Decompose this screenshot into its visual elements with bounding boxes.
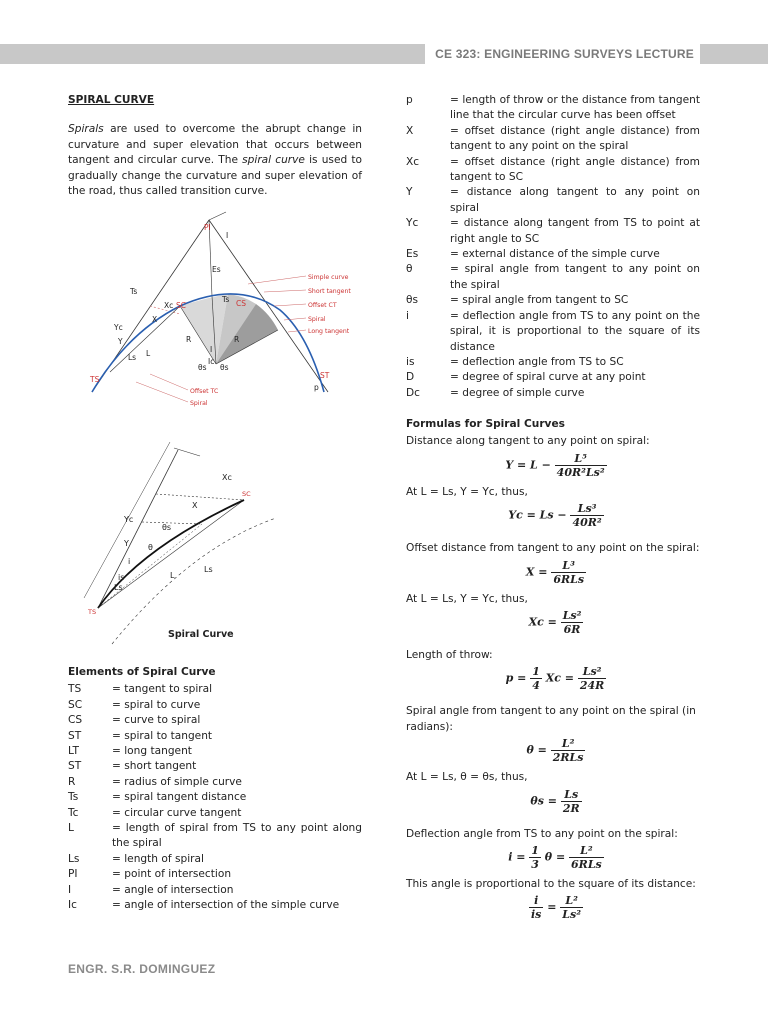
fraction: [551, 737, 586, 764]
numerator: i: [529, 894, 543, 908]
element-symbol: ST: [68, 760, 82, 773]
element-definition: = radius of simple curve: [112, 775, 242, 788]
element-definition: = length of spiral from TS to any point along the spiral: [112, 822, 362, 850]
variable-row: [406, 247, 700, 262]
variable-symbol: Y: [406, 186, 413, 199]
variable-row: [406, 124, 700, 155]
fig1-label-p: p: [314, 383, 319, 392]
numerator: 1: [531, 844, 539, 858]
formula-xc: [406, 609, 706, 636]
formula-lhs: Y = L −: [505, 458, 551, 472]
variable-symbol: Yc: [406, 217, 419, 230]
element-definition: = long tangent: [112, 745, 192, 758]
formula-text-3: Offset distance from tangent to any point on the spiral:: [406, 542, 700, 555]
variable-symbol: Xc: [406, 155, 420, 168]
element-row: [68, 852, 362, 867]
element-row: [68, 775, 362, 790]
elements-rows: [68, 682, 362, 913]
denominator: 2RLs: [552, 751, 584, 765]
formula-lhs: θs =: [530, 794, 557, 808]
fraction: [530, 665, 542, 692]
variable-definition: = degree of spiral curve at any point: [450, 371, 646, 384]
fraction: [529, 894, 543, 921]
legend-simple-curve: Simple curve: [308, 274, 349, 281]
element-row: [68, 883, 362, 898]
denominator: is: [530, 908, 542, 922]
elements-title: Elements of Spiral Curve: [68, 666, 216, 678]
formula-p: [406, 665, 706, 692]
fig1-label-cs: CS: [236, 299, 246, 308]
fig1-label-x: X: [152, 315, 158, 324]
denominator: 2R: [562, 801, 580, 815]
variable-row: [406, 262, 700, 293]
variable-definition: = offset distance (right angle distance) from tangent to any point on the spiral: [450, 124, 700, 153]
element-row: [68, 759, 362, 774]
numerator: L³: [551, 559, 586, 573]
fig1-label-ls: Ls: [128, 353, 137, 362]
variable-symbol: is: [406, 355, 415, 368]
intro-paragraph: [68, 122, 362, 199]
fig1-label-l: L: [146, 349, 151, 358]
formula-text-4: At L = Ls, Y = Yc, thus,: [406, 592, 528, 605]
legend-leader: [274, 304, 306, 306]
element-row: [68, 698, 362, 713]
fig1-label-pi: PI: [204, 223, 211, 232]
variable-row: [406, 155, 700, 186]
element-symbol: LT: [68, 745, 79, 758]
formulas-title: Formulas for Spiral Curves: [406, 418, 565, 430]
legend-leader: [248, 276, 306, 284]
element-definition: = circular curve tangent: [112, 806, 242, 819]
header-title: CE 323: ENGINEERING SURVEYS LECTURE: [425, 44, 700, 64]
intro-section: [68, 93, 362, 199]
formula-lhs: X =: [525, 565, 548, 579]
formula-lhs: p =: [505, 671, 527, 685]
denominator: 40R²Ls²: [556, 465, 605, 479]
fraction: [570, 502, 603, 529]
fig2-label-ls: Ls: [204, 565, 213, 574]
fraction: [561, 788, 582, 815]
element-row: [68, 821, 362, 852]
variable-definition: = length of throw or the distance from tangent line that the circular curve has been offset: [450, 94, 700, 122]
element-definition: = spiral to tangent: [112, 729, 213, 742]
element-row: [68, 867, 362, 882]
numerator: L²: [551, 737, 586, 751]
formula-text-1: Distance along tangent to any point on spiral:: [406, 435, 650, 448]
variable-symbol: θs: [406, 294, 419, 307]
figure-caption: Spiral Curve: [168, 629, 234, 640]
fraction: [569, 844, 604, 871]
variable-row: [406, 370, 700, 385]
offset-x-line: [142, 522, 202, 524]
fraction: [578, 665, 606, 692]
fig1-label-es: Es: [212, 265, 221, 274]
formula-i: [406, 844, 706, 871]
fig2-label-theta-s: θs: [162, 523, 172, 532]
fig1-label-r-right: R: [234, 335, 240, 344]
elements-list: [68, 665, 362, 914]
formula-mid: Xc =: [545, 671, 575, 685]
element-definition: = spiral to curve: [112, 698, 201, 711]
formula-theta: [406, 737, 706, 764]
formulas-section: [406, 417, 706, 927]
formula-mid: θ =: [544, 850, 566, 864]
element-symbol: L: [68, 822, 74, 835]
formula-ratio: [406, 894, 706, 921]
fraction: [560, 894, 583, 921]
legend-leader: [264, 290, 306, 292]
denominator: 6RLs: [571, 858, 602, 872]
legend-leader: [136, 382, 188, 402]
formula-text-9: This angle is proportional to the square of its distance:: [406, 878, 696, 891]
numerator: L²: [560, 894, 583, 908]
fig1-label-ts: Ts: [130, 287, 138, 296]
denominator: 4: [532, 679, 540, 693]
fig1-label-y: Y: [118, 337, 123, 346]
numerator: Ls²: [578, 665, 606, 679]
formula-x: [406, 559, 706, 586]
formula-lhs: θ =: [526, 743, 547, 757]
fraction: [561, 609, 584, 636]
variable-definition: = spiral angle from tangent to SC: [450, 294, 629, 307]
numerator: Ls: [561, 788, 582, 802]
element-definition: = short tangent: [112, 760, 197, 773]
element-row: [68, 898, 362, 913]
variable-definition: = distance along tangent to any point on spiral: [450, 186, 700, 214]
legend-short-tangent: Short tangent: [308, 288, 351, 295]
element-row: [68, 744, 362, 759]
variable-symbol: Es: [406, 248, 419, 261]
denominator: 6R: [563, 623, 581, 637]
fig2-label-is: is: [118, 573, 125, 582]
section-title: SPIRAL CURVE: [68, 94, 155, 106]
element-row: [68, 682, 362, 697]
numerator: L²: [569, 844, 604, 858]
fig1-label-theta-s-right: θs: [220, 363, 229, 372]
variable-definition: = distance along tangent from TS to point at right angle to SC: [450, 217, 700, 245]
numerator: Ls³: [570, 502, 603, 516]
formula-lhs: Yc = Ls −: [508, 508, 567, 522]
variable-definition: = external distance of the simple curve: [450, 248, 660, 261]
variable-row: [406, 216, 700, 247]
variable-definition: = deflection angle from TS to any point on the spiral, it is proportional to the square of its distance: [450, 309, 700, 353]
fig1-label-theta-s-left: θs: [198, 363, 207, 372]
variable-symbol: D: [406, 371, 415, 384]
element-definition: = curve to spiral: [112, 714, 201, 727]
fig2-label-ts: TS: [88, 608, 97, 616]
element-row: [68, 806, 362, 821]
footer-author: ENGR. S.R. DOMINGUEZ: [68, 962, 216, 976]
variable-definition: = offset distance (right angle distance) from tangent to SC: [450, 155, 700, 184]
denominator: Ls²: [562, 908, 582, 922]
element-symbol: TS: [68, 683, 82, 696]
fig2-label-l: L: [170, 571, 175, 580]
element-symbol: Ic: [68, 899, 77, 912]
variable-definition: = deflection angle from TS to SC: [450, 355, 624, 368]
offset-xc-line: [156, 494, 244, 500]
denominator: 24R: [579, 679, 605, 693]
fig2-label-yc: Yc: [124, 515, 134, 524]
variable-row: [406, 185, 700, 216]
variable-row: [406, 355, 700, 370]
intro-text-2: is used to gradually change the curvature and super elevation of the road, thus called transition curve.: [68, 154, 362, 198]
variable-row: [406, 386, 700, 401]
formula-lhs: Xc =: [528, 615, 557, 629]
element-definition: = tangent to spiral: [112, 683, 213, 696]
fig1-label-i: I: [226, 231, 229, 240]
numerator: Ls²: [562, 609, 582, 623]
fraction: [555, 452, 607, 479]
fig1-label-st-point: ST: [320, 371, 330, 380]
formula-text-7: At L = Ls, θ = θs, thus,: [406, 771, 528, 784]
fig1-label-xc: Xc: [164, 301, 174, 310]
variable-definition: = degree of simple curve: [450, 386, 585, 399]
fig1-label-r-left: R: [186, 335, 192, 344]
fig2-label-sc: SC: [242, 490, 251, 498]
variable-symbol: θ: [406, 263, 413, 276]
element-symbol: R: [68, 775, 76, 788]
element-definition: = length of spiral: [112, 852, 204, 865]
formula-text-6: Spiral angle from tangent to any point on the spiral (in radians):: [406, 705, 696, 733]
fig1-label-i-center: I: [210, 345, 213, 354]
element-symbol: Ls: [68, 852, 80, 865]
fig1-label-ts-2: Ts: [222, 295, 230, 304]
element-definition: = point of intersection: [112, 868, 232, 881]
fig2-label-x: X: [192, 501, 198, 510]
element-row: [68, 790, 362, 805]
spiral-curve-figure: [88, 214, 351, 410]
spiral-detail-figure: [70, 448, 280, 644]
legend-leader: [284, 318, 306, 320]
formula-yc: [406, 502, 706, 529]
element-row: [68, 713, 362, 728]
element-definition: = spiral tangent distance: [112, 791, 247, 804]
chord-line: [98, 524, 202, 608]
dimension-tick: [174, 448, 200, 456]
fraction: [529, 844, 541, 871]
variable-symbol: Dc: [406, 386, 420, 399]
fig1-label-yc: Yc: [114, 323, 123, 332]
legend-offset-tc: Offset TC: [190, 388, 219, 395]
variable-symbol: X: [406, 124, 414, 137]
legend-spiral-2: Spiral: [190, 400, 208, 407]
fig1-label-ic: Ic: [208, 357, 215, 366]
legend-leader: [150, 374, 188, 390]
fig2-label-xc: Xc: [222, 473, 232, 482]
formula-theta-s: [406, 788, 706, 815]
variable-symbol: p: [406, 94, 413, 106]
fig2-label-i: i: [128, 557, 131, 566]
intro-text-1: are used to overcome the abrupt change in curvature and super elevation that occurs between tangent and circular curve. The: [68, 123, 362, 167]
element-symbol: PI: [68, 868, 78, 881]
legend-long-tangent: Long tangent: [308, 328, 350, 335]
fig1-label-ts-point: TS: [90, 375, 100, 384]
numerator: 1: [532, 665, 540, 679]
formula-mid: =: [547, 900, 557, 914]
denominator: 6RLs: [553, 572, 585, 586]
legend-offset-ct: Offset CT: [308, 302, 337, 309]
intro-term-spiral-curve: spiral curve: [242, 154, 305, 167]
variable-symbol: i: [406, 309, 409, 322]
formula-text-8: Deflection angle from TS to any point on the spiral:: [406, 827, 678, 840]
formula-lhs: i =: [508, 850, 526, 864]
element-symbol: I: [68, 883, 72, 896]
variable-row: [406, 293, 700, 308]
angle-line: [209, 212, 226, 220]
fig2-label-ls-2: Ls: [114, 583, 123, 592]
formula-text-5: Length of throw:: [406, 649, 493, 662]
fig2-label-theta: θ: [148, 543, 153, 552]
fraction: [551, 559, 586, 586]
denominator: 40R²: [572, 516, 602, 530]
variable-definition: = spiral angle from tangent to any point on the spiral: [450, 263, 700, 291]
element-definition: = angle of intersection: [112, 883, 234, 896]
intro-term-spirals: Spirals: [68, 123, 104, 136]
variable-row: [406, 309, 700, 355]
variables-list: [406, 93, 700, 401]
element-row: [68, 729, 362, 744]
fig2-label-y: Y: [124, 539, 129, 548]
formula-text-2: At L = Ls, Y = Yc, thus,: [406, 485, 528, 498]
element-symbol: CS: [68, 714, 83, 727]
element-definition: = angle of intersection of the simple curve: [112, 899, 340, 912]
numerator: L⁵: [555, 452, 607, 466]
variable-row: [406, 93, 700, 124]
fig1-label-sc: SC: [176, 301, 186, 310]
element-symbol: ST: [68, 729, 82, 742]
element-symbol: Tc: [68, 806, 79, 819]
element-symbol: SC: [68, 698, 83, 711]
legend-spiral: Spiral: [308, 316, 326, 323]
element-symbol: Ts: [68, 791, 79, 804]
denominator: 3: [531, 858, 539, 872]
formula-y: [406, 452, 706, 479]
